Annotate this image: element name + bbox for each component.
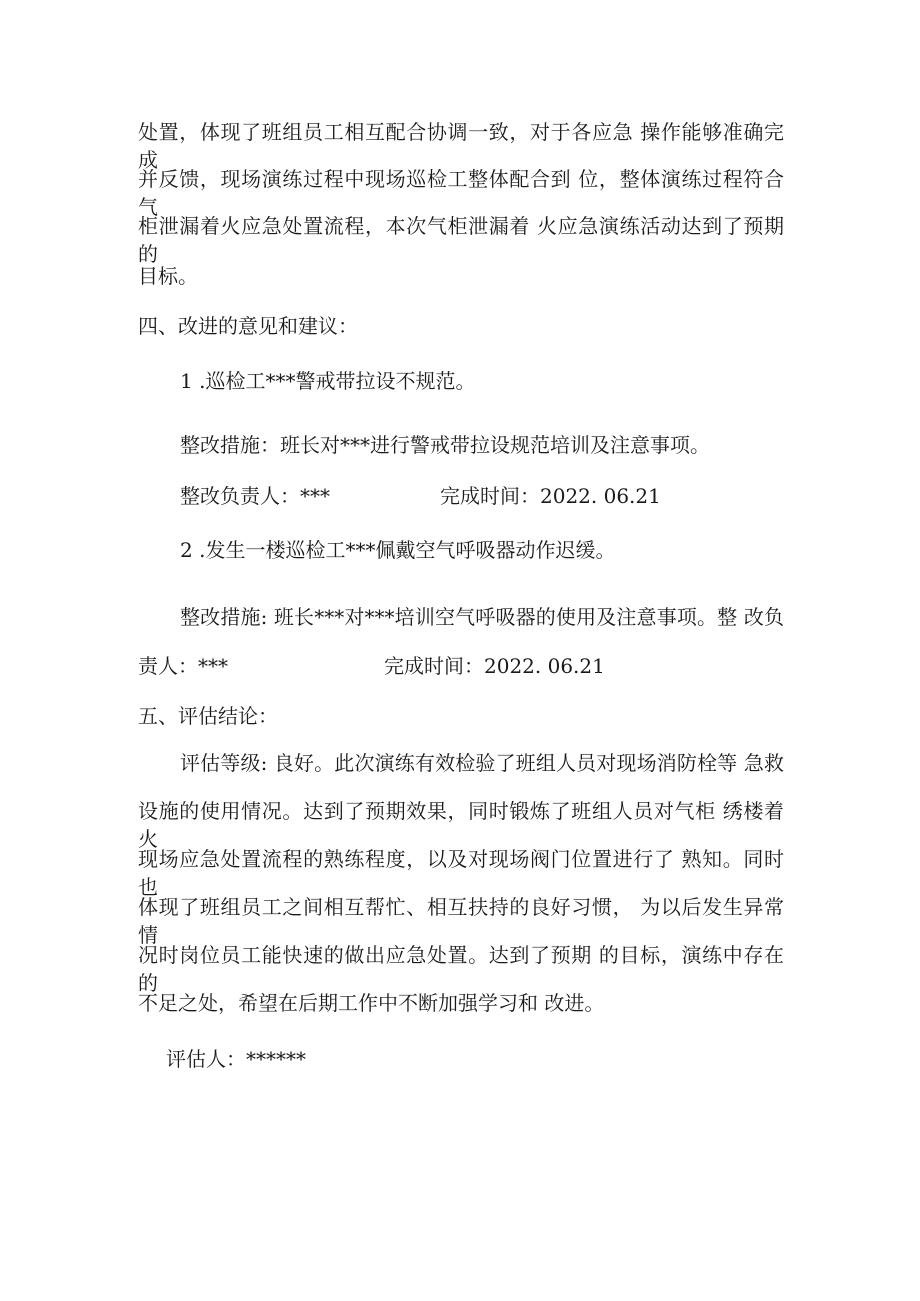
conclusion-line-1: 评估等级: 良好。此次演练有效检验了班组人员对现场消防栓等 急救	[180, 751, 784, 775]
conclusion-line-6: 不足之处，希望在后期工作中不断加强学习和 改进。	[138, 991, 605, 1015]
section-5-heading: 五、评估结论：	[138, 704, 278, 728]
section-4-heading: 四、改进的意见和建议：	[138, 314, 358, 338]
item-1-time: 完成时间：2022. 06.21	[440, 484, 661, 508]
item-2-owner: 责人：***	[138, 654, 228, 678]
paragraph-1-line-3: 柜泄漏着火应急处置流程，本次气柜泄漏着 火应急演练活动达到了预期的	[138, 214, 784, 266]
item-2-measure: 整改措施: 班长***对***培训空气呼吸器的使用及注意事项。整 改负	[180, 605, 784, 629]
conclusion-line-5: 况时岗位员工能快速的做出应急处置。达到了预期 的目标，演练中存在的	[138, 943, 784, 995]
item-1-owner: 整改负责人：***	[180, 484, 330, 508]
item-2-time: 完成时间：2022. 06.21	[384, 654, 605, 678]
item-1-measure: 整改措施：班长对***进行警戒带拉设规范培训及注意事项。	[180, 433, 710, 457]
conclusion-line-4: 体现了班组员工之间相互帮忙、相互扶持的良好习惯， 为以后发生异常情	[138, 895, 784, 947]
paragraph-1-line-4: 目标。	[138, 264, 198, 288]
conclusion-line-3: 现场应急处置流程的熟练程度，以及对现场阀门位置进行了 熟知。同时也	[138, 847, 784, 899]
paragraph-1-line-2: 并反馈，现场演练过程中现场巡检工整体配合到 位，整体演练过程符合气	[138, 167, 784, 219]
item-1-title: 1 .巡检工***警戒带拉设不规范。	[180, 369, 476, 393]
item-2-title: 2 .发生一楼巡检工***佩戴空气呼吸器动作迟缓。	[180, 538, 616, 562]
evaluator: 评估人：******	[166, 1047, 306, 1071]
conclusion-line-2: 设施的使用情况。达到了预期效果，同时锻炼了班组人员对气柜 绣楼着火	[138, 799, 784, 851]
paragraph-1-line-1: 处置，体现了班组员工相互配合协调一致，对于各应急 操作能够准确完成	[138, 120, 784, 172]
